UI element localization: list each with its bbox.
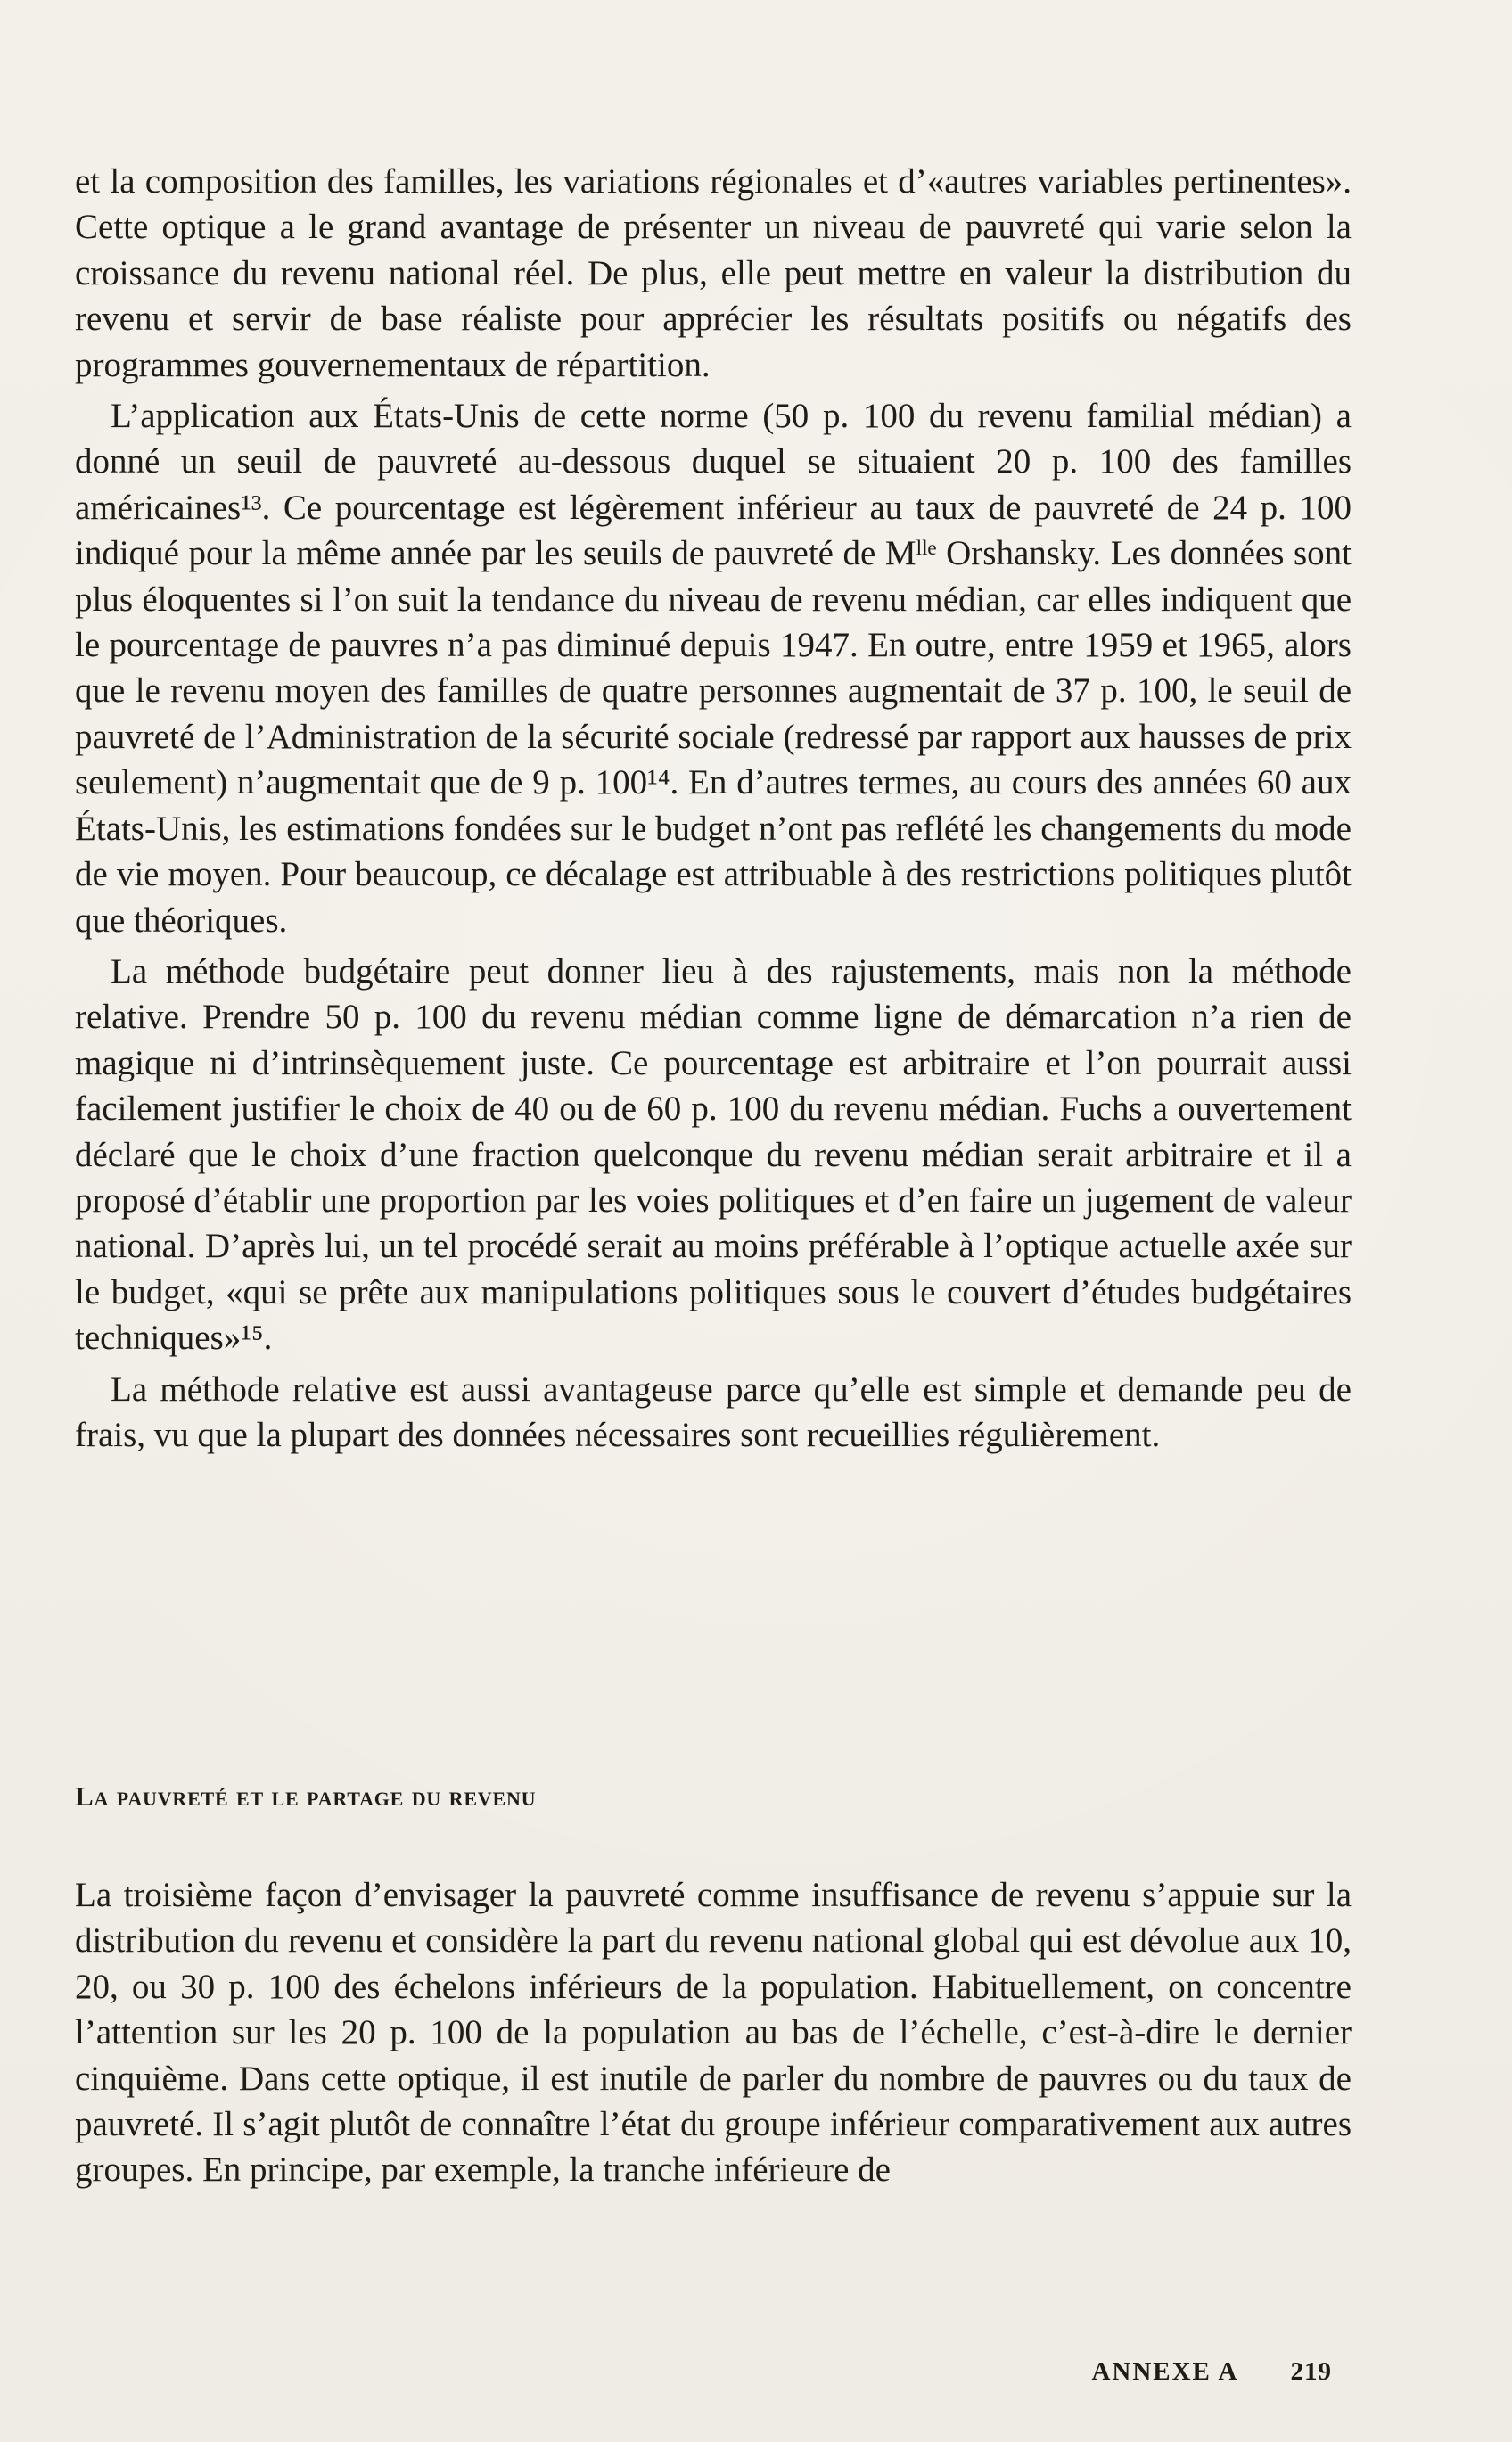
page-number: 219 xyxy=(1290,2357,1332,2386)
paragraph-4: La méthode relative est aussi avantageuse parce qu’elle est simple et demande peu de frais, vu que la plupart des données nécessaires sont recueillies régulièrement. xyxy=(75,1369,1352,1454)
section-text-block xyxy=(75,1872,1352,2199)
paragraph-2: L’application aux États-Unis de cette norme (50 p. 100 du revenu familial médian) a donné un seuil de pauvreté au-dessous duquel se situaient 20 p. 100 des familles américaines¹³. Ce pourcentage est légèrement inférieur au taux de pauvreté de 24 p. 100 indiqué pour la même année par les seuils de pauvreté de Mˡˡᵉ Orshansky. Les données sont plus éloquentes si l’on suit la tendance du niveau de revenu médian, car elles indiquent que le pourcentage de pauvres n’a pas diminué depuis 1947. En outre, entre 1959 et 1965, alors que le revenu moyen des familles de quatre personnes augmentait de 37 p. 100, le seuil de pauvreté de l’Administration de la sécurité sociale (redressé par rapport aux hausses de prix seulement) n’augmentait que de 9 p. 100¹⁴. En d’autres termes, au cours des années 60 aux États-Unis, les estimations fondées sur le budget n’ont pas reflété les changements du mode de vie moyen. Pour beaucoup, ce décalage est attribuable à des restrictions politiques plutôt que théoriques. xyxy=(75,397,1352,940)
paragraph-1: et la composition des familles, les variations régionales et d’«autres variables pertinentes». Cette optique a le grand avantage de présenter un niveau de pauvreté qui varie selon la croissance du revenu national réel. De plus, elle peut mettre en valeur la distribution du revenu et servir de base réaliste pour apprécier les résultats positifs ou négatifs des programmes gouvernementaux de répartition. xyxy=(75,162,1352,384)
section-paragraph-1: La troisième façon d’envisager la pauvreté comme insuffisance de revenu s’appuie sur la distribution du revenu et considère la part du revenu national global qui est dévolue aux 10, 20, ou 30 p. 100 des échelons inférieurs de la population. Habituellement, on concentre l’attention sur les 20 p. 100 de la population au bas de l’échelle, c’est-à-dire le dernier cinquième. Dans cette optique, il est inutile de parler du nombre de pauvres ou du taux de pauvreté. Il s’agit plutôt de connaître l’état du groupe inférieur comparativement aux autres groupes. En principe, par exemple, la tranche inférieure de xyxy=(75,1876,1352,2190)
paragraph-3: La méthode budgétaire peut donner lieu à des rajustements, mais non la méthode relative. Prendre 50 p. 100 du revenu médian comme ligne de démarcation n’a rien de magique ni d’intrinsèquement juste. Ce pourcentage est arbitraire et l’on pourrait aussi facilement justifier le choix de 40 ou de 60 p. 100 du revenu médian. Fuchs a ouvertement déclaré que le choix d’une fraction quelconque du revenu médian serait arbitraire et il a proposé d’établir une proportion par les voies politiques et d’en faire un jugement de valeur national. D’après lui, un tel procédé serait au moins préférable à l’optique actuelle axée sur le budget, «qui se prête aux manipulations politiques sous le couvert d’études budgétaires techniques»¹⁵. xyxy=(75,951,1352,1358)
section-title: La pauvreté et le partage du revenu xyxy=(75,1780,537,1812)
footer-label: ANNEXE A xyxy=(1091,2357,1239,2386)
main-text-block xyxy=(75,159,1352,1463)
page-footer xyxy=(1091,2357,1332,2387)
